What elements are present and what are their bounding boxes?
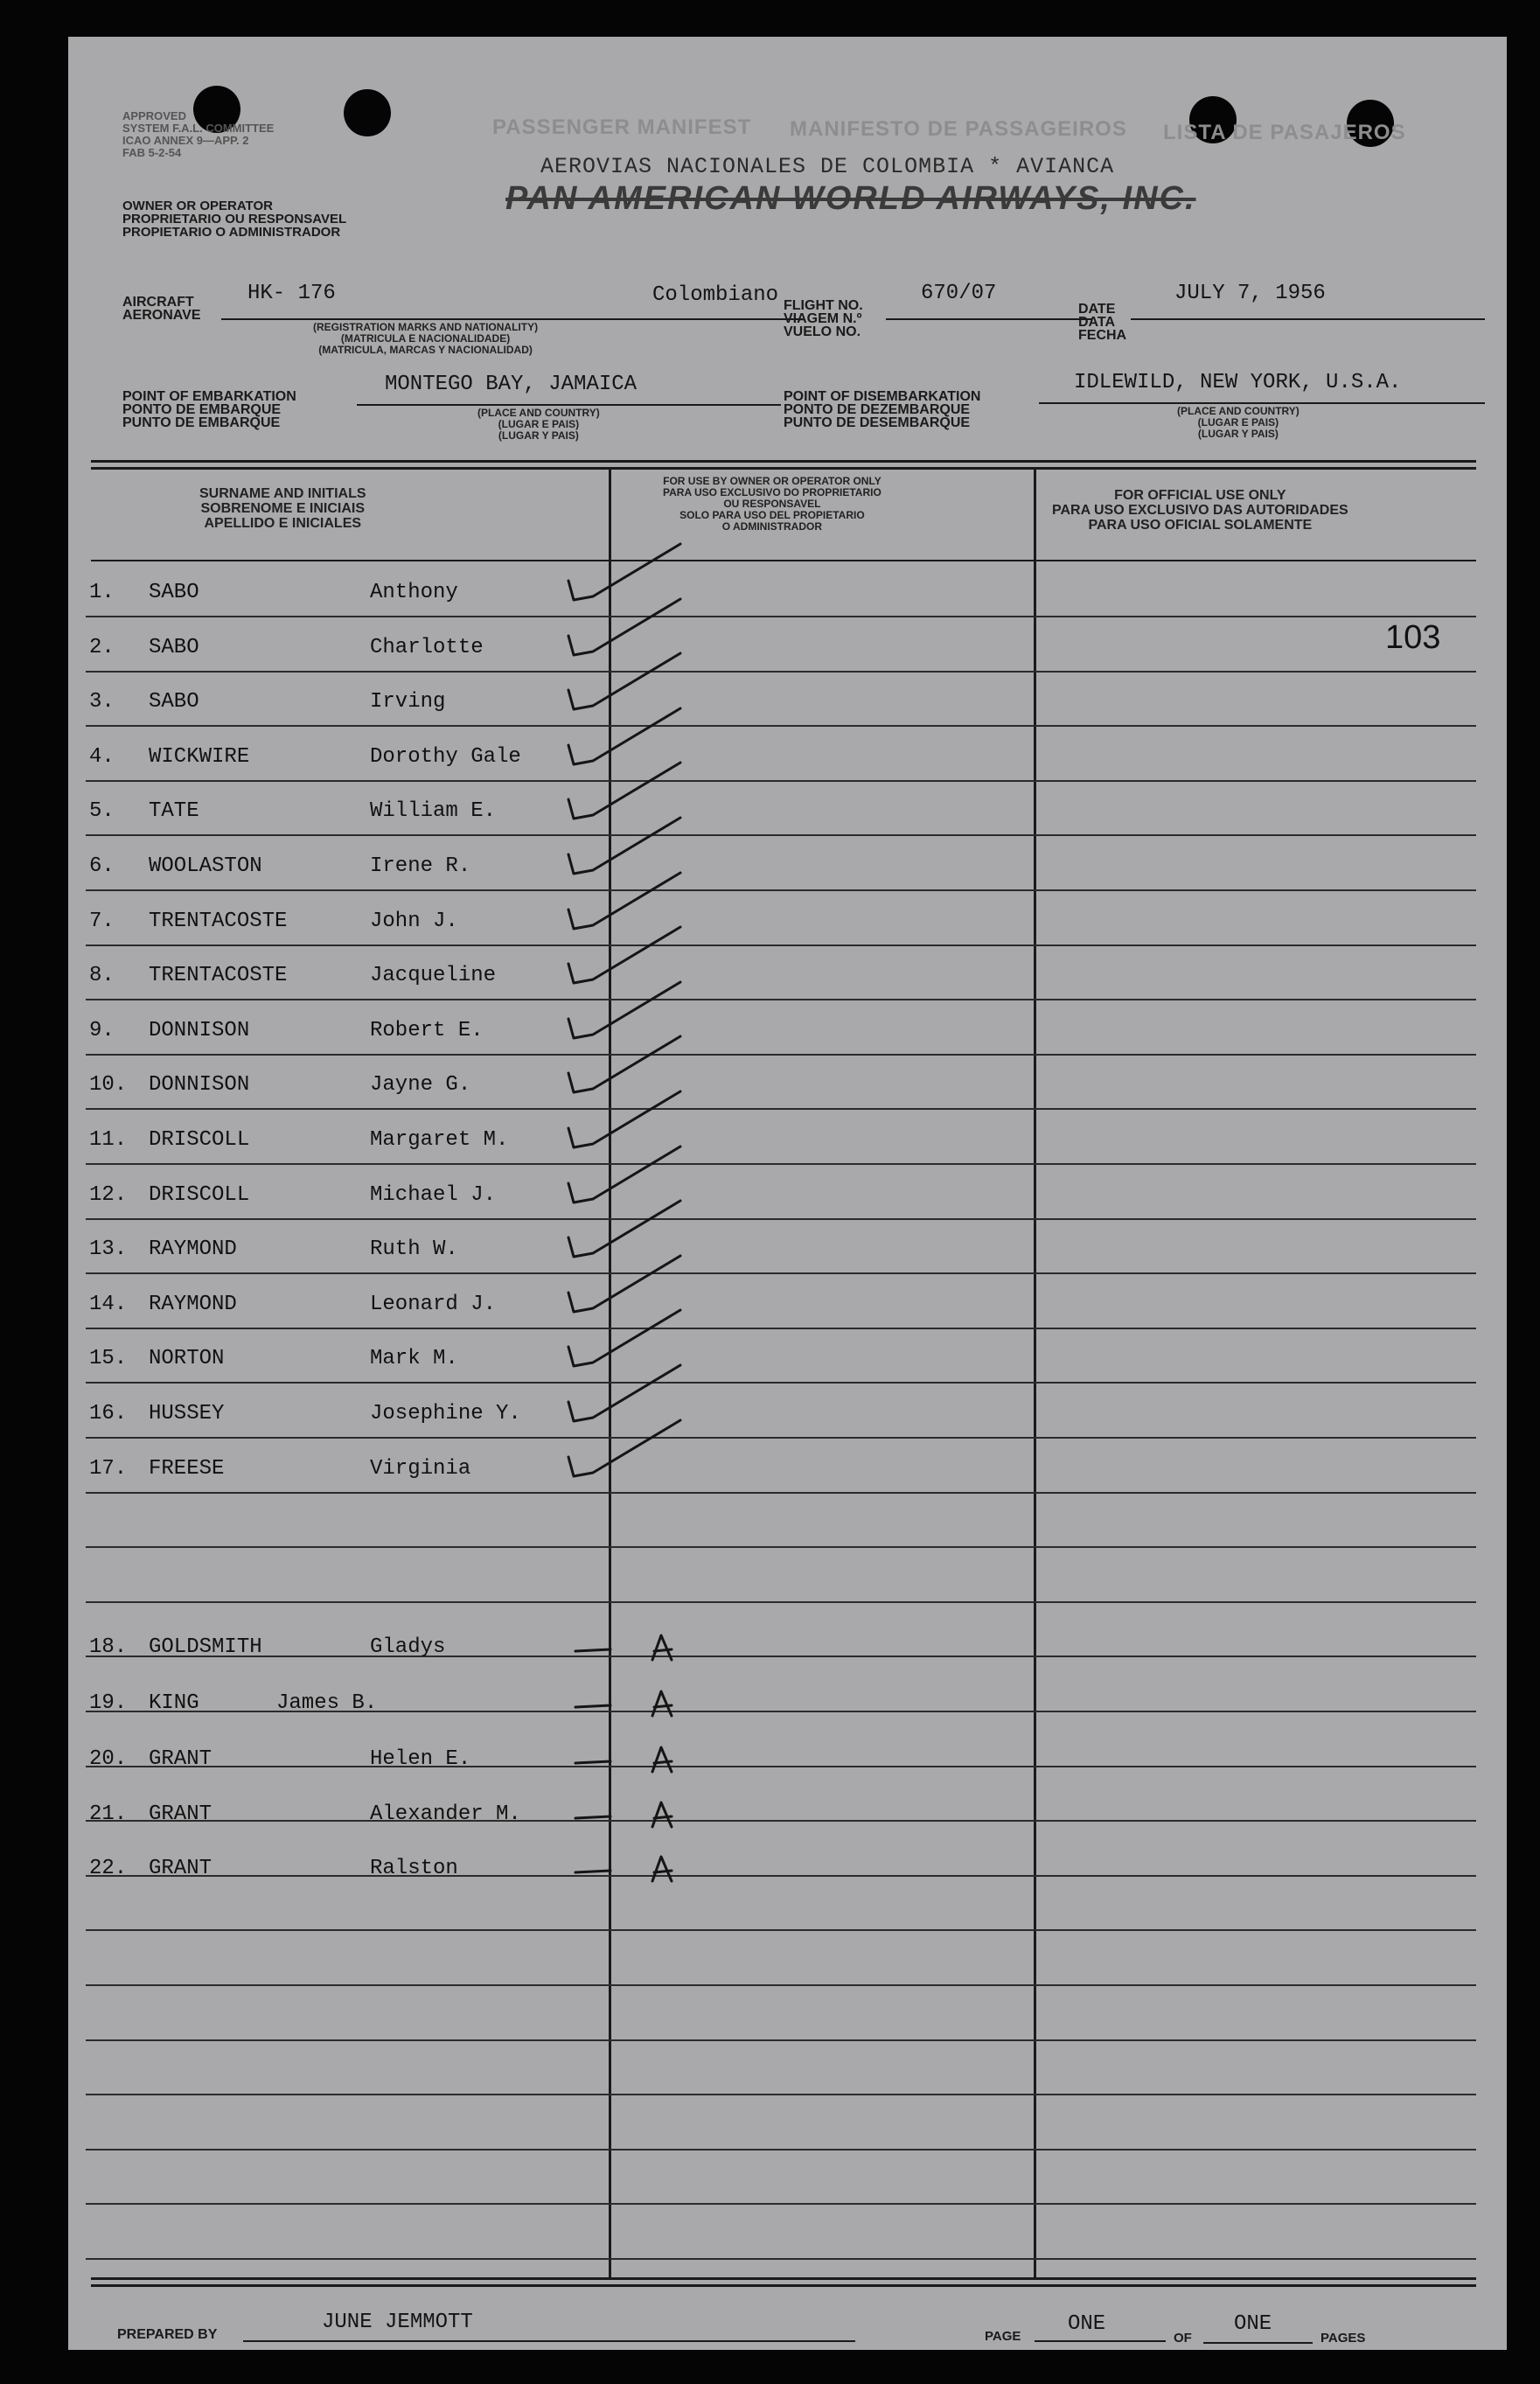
approval-line: SYSTEM F.A.L. COMMITTEE bbox=[122, 122, 275, 135]
passenger-number: 19. bbox=[89, 1691, 128, 1715]
header-line: PARA USO EXCLUSIVO DAS AUTORIDADES bbox=[1052, 503, 1348, 518]
handwritten-a-mark bbox=[575, 1635, 672, 1660]
passenger-surname: NORTON bbox=[149, 1347, 225, 1370]
header-line: O ADMINISTRADOR bbox=[721, 520, 823, 533]
passenger-surname: GOLDSMITH bbox=[149, 1635, 262, 1659]
table-bottom-rule bbox=[91, 2284, 1476, 2287]
passenger-surname: SABO bbox=[149, 581, 199, 604]
disembark-label: PONTO DE DEZEMBARQUE bbox=[784, 402, 971, 417]
prepared-by-label: PREPARED BY bbox=[117, 2327, 218, 2342]
page-underline bbox=[1035, 2340, 1166, 2342]
passenger-given-name: Mark M. bbox=[370, 1347, 458, 1370]
operator-typed: AEROVIAS NACIONALES DE COLOMBIA * AVIANCA bbox=[540, 154, 1115, 179]
embark-label: PONTO DE EMBARQUE bbox=[122, 402, 282, 417]
check-mark bbox=[568, 818, 680, 874]
check-mark bbox=[568, 1091, 680, 1147]
passenger-number: 10. bbox=[89, 1073, 128, 1097]
passenger-number: 20. bbox=[89, 1747, 128, 1771]
passenger-given-name: John J. bbox=[370, 910, 458, 933]
page-label: PAGE bbox=[985, 2329, 1021, 2344]
passenger-given-name: Irving bbox=[370, 690, 446, 714]
check-mark bbox=[568, 1147, 680, 1202]
header-line: OU RESPONSAVEL bbox=[723, 498, 821, 510]
passenger-given-name: William E. bbox=[370, 799, 497, 823]
passenger-number: 6. bbox=[89, 854, 115, 878]
passenger-number: 3. bbox=[89, 690, 115, 714]
passenger-given-name: Irene R. bbox=[370, 854, 471, 878]
header-line: SURNAME AND INITIALS bbox=[199, 486, 366, 501]
official-number: 103 bbox=[1385, 619, 1441, 656]
passenger-surname: WICKWIRE bbox=[149, 745, 250, 769]
page-value: ONE bbox=[1068, 2312, 1106, 2336]
header-line: PARA USO OFICIAL SOLAMENTE bbox=[1088, 518, 1313, 533]
passenger-number: 8. bbox=[89, 964, 115, 987]
passenger-number: 13. bbox=[89, 1237, 128, 1261]
registration-label: (REGISTRATION MARKS AND NATIONALITY) bbox=[313, 321, 539, 333]
passenger-given-name: Virginia bbox=[370, 1457, 471, 1481]
passenger-surname: SABO bbox=[149, 636, 199, 659]
passenger-surname: GRANT bbox=[149, 1857, 213, 1880]
check-mark bbox=[568, 653, 680, 709]
check-mark bbox=[568, 1310, 680, 1366]
passenger-number: 14. bbox=[89, 1293, 128, 1316]
passenger-number: 12. bbox=[89, 1183, 128, 1207]
aircraft-label: AIRCRAFT bbox=[122, 295, 194, 310]
flight-label: VUELO NO. bbox=[784, 324, 861, 339]
passenger-given-name: James B. bbox=[276, 1691, 378, 1715]
owner-label: PROPIETARIO O ADMINISTRADOR bbox=[122, 225, 341, 240]
passenger-surname: DONNISON bbox=[149, 1073, 250, 1097]
passenger-surname: TRENTACOSTE bbox=[149, 964, 288, 987]
passenger-surname: DONNISON bbox=[149, 1019, 250, 1042]
flight-value: 670/07 bbox=[921, 282, 997, 305]
place-label: (LUGAR E PAIS) bbox=[1197, 416, 1279, 429]
check-mark bbox=[568, 544, 680, 600]
place-label: (LUGAR E PAIS) bbox=[498, 418, 580, 430]
passenger-number: 17. bbox=[89, 1457, 128, 1481]
embark-value: MONTEGO BAY, JAMAICA bbox=[385, 373, 638, 396]
date-label: DATA bbox=[1078, 315, 1116, 330]
approval-line: APPROVED bbox=[122, 109, 186, 122]
flight-label: VIAGEM N.º bbox=[784, 311, 862, 326]
header-line: FOR OFFICIAL USE ONLY bbox=[1114, 488, 1286, 503]
check-mark bbox=[568, 708, 680, 764]
embark-label: PUNTO DE EMBARQUE bbox=[122, 415, 281, 430]
passenger-surname: FREESE bbox=[149, 1457, 225, 1481]
table-bottom-rule bbox=[91, 2277, 1476, 2280]
of-label: OF bbox=[1174, 2331, 1192, 2346]
approval-line: ICAO ANNEX 9—APP. 2 bbox=[122, 134, 249, 147]
of-value: ONE bbox=[1234, 2312, 1272, 2336]
passenger-number: 7. bbox=[89, 910, 115, 933]
passenger-number: 1. bbox=[89, 581, 115, 604]
embark-label: POINT OF EMBARKATION bbox=[122, 389, 296, 404]
header-line: SOBRENOME E INICIAIS bbox=[200, 501, 366, 516]
approval-line: FAB 5-2-54 bbox=[122, 146, 182, 159]
check-mark bbox=[568, 1365, 680, 1421]
pages-label: PAGES bbox=[1320, 2331, 1366, 2346]
passenger-surname: DRISCOLL bbox=[149, 1128, 250, 1152]
handwritten-marks bbox=[68, 37, 1507, 2350]
place-label: (LUGAR Y PAIS) bbox=[1197, 428, 1279, 440]
passenger-given-name: Alexander M. bbox=[370, 1802, 521, 1826]
header-line: FOR USE BY OWNER OR OPERATOR ONLY bbox=[663, 475, 881, 487]
passenger-number: 15. bbox=[89, 1347, 128, 1370]
prepared-underline bbox=[243, 2340, 855, 2342]
manifest-sheet bbox=[68, 37, 1507, 2350]
check-mark bbox=[568, 599, 680, 655]
title-portuguese: MANIFESTO DE PASSAGEIROS bbox=[790, 117, 1127, 141]
passenger-given-name: Charlotte bbox=[370, 636, 484, 659]
check-mark bbox=[568, 1256, 680, 1312]
registration-label: (MATRICULA, MARCAS Y NACIONALIDAD) bbox=[318, 344, 533, 356]
passenger-number: 18. bbox=[89, 1635, 128, 1659]
passenger-surname: TRENTACOSTE bbox=[149, 910, 288, 933]
passenger-surname: KING bbox=[149, 1691, 199, 1715]
title-spanish: LISTA DE PASAJEROS bbox=[1163, 121, 1406, 144]
aircraft-value: HK- 176 bbox=[247, 282, 336, 305]
header-line: APELLIDO E INICIALES bbox=[204, 516, 362, 531]
title-english: PASSENGER MANIFEST bbox=[492, 115, 752, 139]
check-mark bbox=[568, 927, 680, 983]
passenger-number: 16. bbox=[89, 1402, 128, 1426]
disembark-value: IDLEWILD, NEW YORK, U.S.A. bbox=[1074, 371, 1402, 394]
header-line: PARA USO EXCLUSIVO DO PROPRIETARIO bbox=[663, 486, 881, 498]
passenger-surname: HUSSEY bbox=[149, 1402, 225, 1426]
prepared-by-value: JUNE JEMMOTT bbox=[322, 2311, 473, 2334]
passenger-surname: GRANT bbox=[149, 1747, 213, 1771]
check-mark bbox=[568, 982, 680, 1038]
date-label: FECHA bbox=[1078, 328, 1127, 343]
aircraft-label: AERONAVE bbox=[122, 308, 201, 323]
check-mark bbox=[568, 873, 680, 929]
passenger-number: 2. bbox=[89, 636, 115, 659]
operator-printed: PAN AMERICAN WORLD AIRWAYS, INC. bbox=[505, 180, 1196, 217]
passenger-given-name: Leonard J. bbox=[370, 1293, 497, 1316]
header-line: SOLO PARA USO DEL PROPIETARIO bbox=[679, 509, 865, 521]
passenger-surname: GRANT bbox=[149, 1802, 213, 1826]
check-mark bbox=[568, 1420, 680, 1476]
passenger-given-name: Anthony bbox=[370, 581, 458, 604]
passenger-given-name: Helen E. bbox=[370, 1747, 471, 1771]
passenger-number: 5. bbox=[89, 799, 115, 823]
passenger-given-name: Ruth W. bbox=[370, 1237, 458, 1261]
date-label: DATE bbox=[1078, 302, 1116, 317]
disembark-label: POINT OF DISEMBARKATION bbox=[784, 389, 981, 404]
passenger-number: 22. bbox=[89, 1857, 128, 1880]
check-mark bbox=[568, 763, 680, 819]
passenger-given-name: Jacqueline bbox=[370, 964, 497, 987]
owner-label: OWNER OR OPERATOR bbox=[122, 199, 273, 213]
handwritten-a-mark bbox=[575, 1691, 672, 1716]
place-label: (PLACE AND COUNTRY) bbox=[1177, 405, 1300, 417]
passenger-surname: SABO bbox=[149, 690, 199, 714]
date-value: JULY 7, 1956 bbox=[1174, 282, 1326, 305]
passenger-number: 4. bbox=[89, 745, 115, 769]
handwritten-a-mark bbox=[575, 1857, 672, 1881]
passenger-surname: TATE bbox=[149, 799, 199, 823]
passenger-given-name: Robert E. bbox=[370, 1019, 484, 1042]
check-mark bbox=[568, 1201, 680, 1257]
handwritten-a-mark bbox=[575, 1747, 672, 1772]
flight-label: FLIGHT NO. bbox=[784, 298, 863, 313]
passenger-given-name: Dorothy Gale bbox=[370, 745, 521, 769]
passenger-number: 21. bbox=[89, 1802, 128, 1826]
passenger-surname: RAYMOND bbox=[149, 1237, 237, 1261]
owner-label: PROPRIETARIO OU RESPONSAVEL bbox=[122, 212, 347, 227]
place-label: (LUGAR Y PAIS) bbox=[498, 429, 579, 442]
passenger-given-name: Gladys bbox=[370, 1635, 446, 1659]
of-underline bbox=[1203, 2342, 1313, 2344]
passenger-given-name: Jayne G. bbox=[370, 1073, 471, 1097]
passenger-number: 11. bbox=[89, 1128, 128, 1152]
nationality-value: Colombiano bbox=[652, 283, 779, 307]
place-label: (PLACE AND COUNTRY) bbox=[477, 407, 600, 419]
registration-label: (MATRICULA E NACIONALIDADE) bbox=[340, 332, 511, 345]
check-mark bbox=[568, 1036, 680, 1092]
passenger-given-name: Margaret M. bbox=[370, 1128, 509, 1152]
passenger-surname: DRISCOLL bbox=[149, 1183, 250, 1207]
passenger-number: 9. bbox=[89, 1019, 115, 1042]
passenger-given-name: Michael J. bbox=[370, 1183, 497, 1207]
passenger-given-name: Ralston bbox=[370, 1857, 458, 1880]
passenger-surname: WOOLASTON bbox=[149, 854, 262, 878]
disembark-label: PUNTO DE DESEMBARQUE bbox=[784, 415, 971, 430]
handwritten-a-mark bbox=[575, 1802, 672, 1827]
passenger-given-name: Josephine Y. bbox=[370, 1402, 521, 1426]
passenger-surname: RAYMOND bbox=[149, 1293, 237, 1316]
